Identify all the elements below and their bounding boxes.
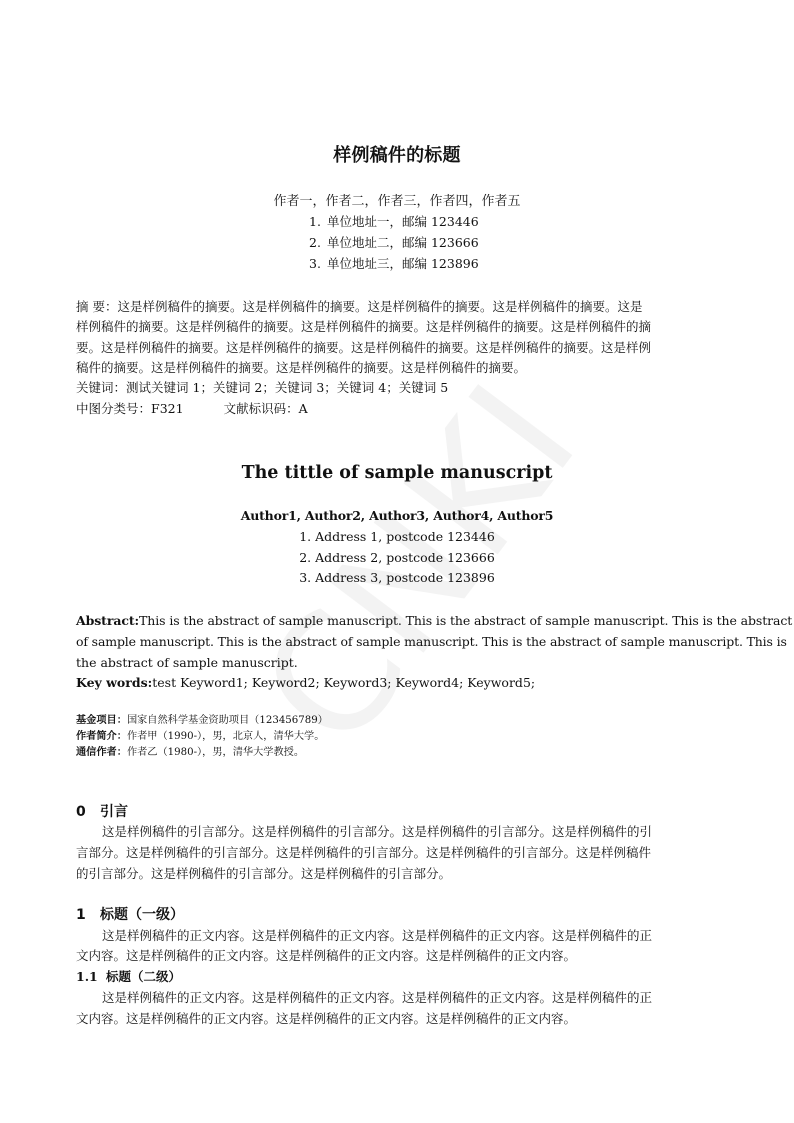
section-heading-level-2 bbox=[76, 968, 181, 986]
author-bio-text: 作者甲（1990-），男，北京人，清华大学。 bbox=[126, 731, 325, 742]
document-id-label: 文献标识码： bbox=[223, 401, 299, 416]
corresponding-author-label: 通信作者： bbox=[76, 747, 127, 758]
classification-label: 中图分类号： bbox=[76, 401, 152, 416]
affiliation-number: 3. bbox=[309, 256, 321, 271]
english-affiliation: 1. Address 1, postcode 123446 bbox=[299, 529, 495, 544]
section-title: 标题（二级） bbox=[106, 969, 182, 984]
english-keywords bbox=[76, 674, 718, 692]
section-title: 标题（一级） bbox=[100, 907, 184, 923]
chinese-affiliation bbox=[309, 234, 549, 252]
affiliation-number: 1. bbox=[309, 214, 321, 229]
english-affiliation: 2. Address 2, postcode 123666 bbox=[299, 550, 495, 565]
classification-line bbox=[76, 400, 718, 418]
document-id-value: A bbox=[298, 401, 308, 416]
chinese-title: 样例稿件的标题 bbox=[333, 145, 461, 166]
affiliation-text: 单位地址二，邮编 123666 bbox=[327, 235, 479, 250]
classification-value: F321 bbox=[151, 401, 184, 416]
english-affiliation: 3. Address 3, postcode 123896 bbox=[299, 570, 495, 585]
chinese-keywords-label: 关键词： bbox=[76, 380, 127, 395]
intro-paragraph-line: 的引言部分。这是样例稿件的引言部分。这是样例稿件的引言部分。 bbox=[76, 866, 452, 881]
body-paragraph-line: 这是样例稿件的正文内容。这是样例稿件的正文内容。这是样例稿件的正文内容。这是样例稿件的正 bbox=[102, 928, 653, 943]
intro-paragraph-line: 这是样例稿件的引言部分。这是样例稿件的引言部分。这是样例稿件的引言部分。这是样例稿件的引 bbox=[102, 824, 653, 839]
chinese-keywords-text: 测试关键词 1；关键词 2；关键词 3；关键词 4；关键词 5 bbox=[126, 380, 449, 395]
author-bio-note bbox=[76, 729, 324, 744]
chinese-abstract-line bbox=[76, 298, 718, 316]
body-paragraph-line: 文内容。这是样例稿件的正文内容。这是样例稿件的正文内容。这是样例稿件的正文内容。 bbox=[76, 1011, 577, 1026]
english-author-list: Author1, Author2, Author3, Author4, Author5 bbox=[240, 508, 554, 523]
affiliation-text: 单位地址三，邮编 123896 bbox=[327, 256, 479, 271]
chinese-abstract-line: 要。这是样例稿件的摘要。这是样例稿件的摘要。这是样例稿件的摘要。这是样例稿件的摘要。这是样例 bbox=[76, 340, 652, 355]
chinese-abstract-line: 样例稿件的摘要。这是样例稿件的摘要。这是样例稿件的摘要。这是样例稿件的摘要。这是样例稿件的摘 bbox=[76, 319, 652, 334]
funding-note bbox=[76, 713, 328, 728]
affiliation-number: 2. bbox=[309, 235, 321, 250]
section-number: 1.1 bbox=[76, 969, 98, 984]
corresponding-author-note bbox=[76, 745, 304, 760]
english-keywords-label: Key words: bbox=[76, 675, 153, 690]
chinese-author-list: 作者一，作者二，作者三，作者四，作者五 bbox=[273, 194, 521, 209]
funding-note-label: 基金项目： bbox=[76, 715, 127, 726]
english-keywords-text: test Keyword1; Keyword2; Keyword3; Keyword4; Keyword5; bbox=[152, 675, 536, 690]
chinese-keywords bbox=[76, 379, 718, 397]
english-abstract-line: of sample manuscript. This is the abstract of sample manuscript. This is the abstract of sample manuscript. This is bbox=[76, 634, 787, 649]
intro-paragraph-line: 言部分。这是样例稿件的引言部分。这是样例稿件的引言部分。这是样例稿件的引言部分。这是样例稿件 bbox=[76, 845, 652, 860]
english-abstract-line bbox=[76, 612, 793, 630]
chinese-affiliation bbox=[309, 255, 549, 273]
body-paragraph-line: 这是样例稿件的正文内容。这是样例稿件的正文内容。这是样例稿件的正文内容。这是样例稿件的正 bbox=[102, 990, 653, 1005]
section-heading-intro bbox=[76, 802, 128, 822]
corresponding-author-text: 作者乙（1980-），男，清华大学教授。 bbox=[126, 747, 305, 758]
english-abstract-line: the abstract of sample manuscript. bbox=[76, 655, 298, 670]
chinese-abstract-text: 这是样例稿件的摘要。这是样例稿件的摘要。这是样例稿件的摘要。这是样例稿件的摘要。这是 bbox=[117, 299, 643, 314]
affiliation-text: 单位地址一，邮编 123446 bbox=[327, 214, 479, 229]
chinese-abstract-line: 稿件的摘要。这是样例稿件的摘要。这是样例稿件的摘要。这是样例稿件的摘要。 bbox=[76, 360, 527, 375]
section-title: 引言 bbox=[100, 804, 128, 820]
chinese-affiliation bbox=[309, 213, 549, 231]
english-title: The tittle of sample manuscript bbox=[241, 463, 553, 483]
english-abstract-label: Abstract: bbox=[76, 613, 140, 628]
section-number: 1 bbox=[76, 907, 86, 923]
chinese-abstract-label: 摘 要： bbox=[76, 299, 118, 314]
section-number: 0 bbox=[76, 804, 86, 820]
english-abstract-text: This is the abstract of sample manuscript. This is the abstract of sample manuscript. This is the abstract bbox=[139, 613, 793, 628]
body-paragraph-line: 文内容。这是样例稿件的正文内容。这是样例稿件的正文内容。这是样例稿件的正文内容。 bbox=[76, 948, 577, 963]
author-bio-label: 作者简介： bbox=[76, 731, 127, 742]
funding-note-text: 国家自然科学基金资助项目（123456789） bbox=[126, 715, 328, 726]
section-heading-level-1 bbox=[76, 905, 184, 925]
